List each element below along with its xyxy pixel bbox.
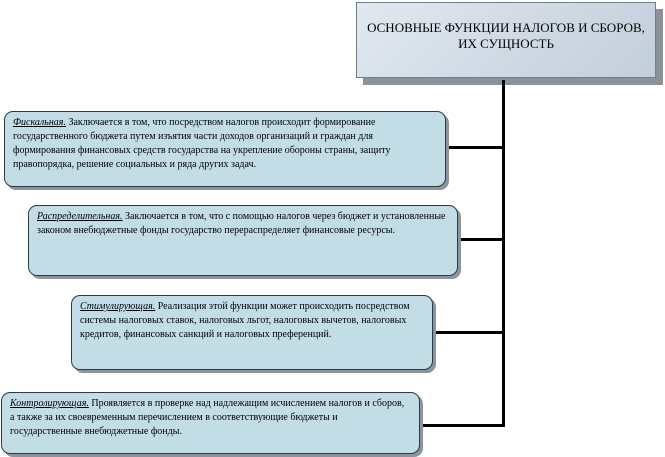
function-description: Заключается в том, что с помощью налогов через бюджет и установленные законом внебюджетные фонды государство перераспределяет финансовые ресурсы. (37, 211, 446, 236)
connector-controlling (420, 424, 504, 427)
function-name: Фискальная. (13, 117, 66, 128)
function-card-fiscal (4, 111, 446, 187)
diagram-title-line-2: ИХ СУЩНОСТЬ (458, 36, 554, 51)
function-card-controlling (1, 392, 420, 454)
diagram-title-box (356, 2, 656, 78)
diagram-title-line-1: ОСНОВНЫЕ ФУНКЦИИ НАЛОГОВ И СБОРОВ, (367, 20, 645, 35)
main-vertical-connector (502, 80, 505, 427)
function-name: Стимулирующая. (80, 301, 156, 312)
function-description: Реализация этой функции может происходить посредством системы налоговых ставок, налоговых льгот, налоговых вычетов, налоговых кредитов, финансовых санкций и налоговых преференций. (80, 301, 410, 340)
connector-fiscal (445, 146, 504, 149)
function-card-distributive (28, 205, 458, 276)
connector-distributive (458, 238, 504, 241)
function-description: Заключается в том, что посредством налогов происходит формирование государственного бюджета путем изъятия части доходов организаций и граждан для формирования финансовых средств государства на укрепление обороны страны, защиту правопорядка, решение социальных и ряда других задач. (13, 117, 391, 170)
function-name: Контролирующая. (10, 398, 89, 409)
function-card-stimulating (71, 295, 433, 370)
function-description: Проявляется в проверке над надлежащим исчислением налогов и сборов, а также за их своевременным перечислением в соответствующие бюджеты и государственные внебюджетные фонды. (10, 398, 405, 437)
connector-stimulating (433, 331, 504, 334)
function-name: Распределительная. (37, 211, 123, 222)
